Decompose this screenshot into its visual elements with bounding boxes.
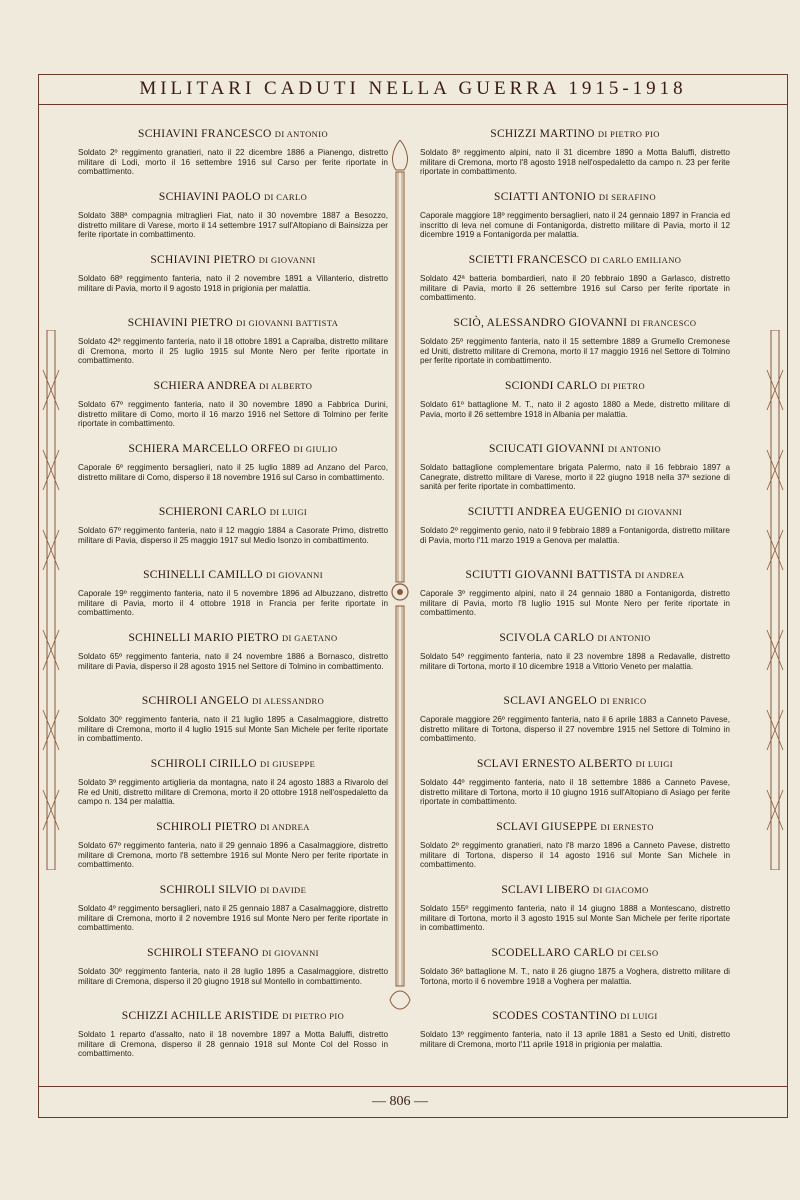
entry-text: Soldato 2º reggimento genio, nato il 9 febbraio 1889 a Fontanigorda, distretto militare di Pavia, morto l'11 marzo 1919 a Genova per malattia.: [420, 526, 730, 545]
entry-name: SCIVOLA CARLO: [499, 632, 595, 644]
entry-text: Soldato 4º reggimento bersaglieri, nato il 25 gennaio 1887 a Casalmaggiore, distretto militare di Cremona, morto il 2 novembre 1916 sul Monte Nero per ferite riportate in combattimento.: [78, 904, 388, 933]
entry-name: SCHIROLI PIETRO: [156, 821, 257, 833]
entry-heading: [420, 884, 730, 896]
entry-text: Soldato 61º battaglione M. T., nato il 2 agosto 1880 a Mede, distretto militare di Pavia, morto il 26 settembre 1918 in Albania per malattia.: [420, 400, 730, 419]
header-divider: [38, 104, 788, 105]
entry: [78, 254, 388, 293]
entry-text: Soldato 30º reggimento fanteria, nato il 21 luglio 1895 a Casalmaggiore, distretto militare di Cremona, morto il 4 luglio 1915 sul Monte San Michele per ferite riportate in combattimento.: [78, 715, 388, 744]
entry-heading: [420, 191, 730, 203]
right-border-ornament-icon: [764, 330, 786, 870]
entry-parent: DI LUIGI: [635, 759, 674, 769]
entry-parent: DI LUIGI: [269, 507, 308, 517]
entry-name: SCIETTI FRANCESCO: [468, 254, 588, 266]
entry: [78, 506, 388, 545]
entry-text: Soldato 3º reggimento artiglieria da montagna, nato il 24 agosto 1883 a Rivarolo del Re ed Uniti, distretto militare di Cremona, morto il 20 ottobre 1918 nell'ospedaletto da campo n. 134 per malattia.: [78, 778, 388, 807]
entry-parent: DI GIULIO: [293, 444, 338, 454]
entry: [78, 569, 388, 618]
entry-parent: DI PIETRO PIO: [282, 1011, 345, 1021]
entry-text: Soldato 67º reggimento fanteria, nato il 30 novembre 1890 a Fabbrica Durini, distretto militare di Como, morto il 16 marzo 1916 nel Settore di Tolmino per ferite riportate in combattimento.: [78, 400, 388, 429]
entry-parent: DI CELSO: [617, 948, 659, 958]
entry-text: Caporale 6º reggimento bersaglieri, nato il 25 luglio 1889 ad Anzano del Parco, distretto militare di Como, disperso il 18 novembre 1916 sul Carso in combattimento.: [78, 463, 388, 482]
entry-heading: [420, 947, 730, 959]
entry-name: SCIÒ, ALESSANDRO GIOVANNI: [453, 317, 628, 329]
entry-name: SCHIERA MARCELLO ORFEO: [128, 443, 291, 455]
entry-name: SCHIZZI ACHILLE ARISTIDE: [121, 1010, 280, 1022]
entry-text: Soldato 8º reggimento alpini, nato il 31 dicembre 1890 a Motta Baluffi, distretto militare di Cremona, morto l'8 agosto 1918 nell'ospedaletto da campo n. 23 per ferite riportate in combattimento.: [420, 148, 730, 177]
entry: [78, 947, 388, 986]
entry-name: SCHIERA ANDREA: [153, 380, 256, 392]
entry: [420, 695, 730, 744]
entry: [78, 632, 388, 671]
entry-text: Soldato 67º reggimento fanteria, nato il 29 gennaio 1896 a Casalmaggiore, distretto militare di Cremona, morto l'8 settembre 1916 sul Monte Nero per ferite riportate in combattimento.: [78, 841, 388, 870]
entry-heading: [78, 254, 388, 266]
entry: [420, 821, 730, 870]
entry-name: SCIUTTI ANDREA EUGENIO: [467, 506, 623, 518]
entry-parent: DI ERNESTO: [600, 822, 654, 832]
entry-parent: DI GIOVANNI: [258, 255, 316, 265]
entry-name: SCIATTI ANTONIO: [494, 191, 596, 203]
entry-heading: [78, 821, 388, 833]
entry-heading: [78, 947, 388, 959]
entry-name: SCHIZZI MARTINO: [490, 128, 595, 140]
entry-heading: [78, 443, 388, 455]
entry: [78, 1010, 388, 1059]
entry: [420, 884, 730, 933]
fasces-ornament-icon: [388, 140, 412, 1020]
entry-name: SCODES COSTANTINO: [492, 1010, 617, 1022]
entry-heading: [420, 317, 730, 329]
entry-heading: [420, 695, 730, 707]
entry-heading: [420, 380, 730, 392]
entry-text: Soldato battaglione complementare brigata Palermo, nato il 16 febbraio 1897 a Canegrate, distretto militare di Varese, morto il 22 giugno 1918 nella 37ª sezione di sanità per ferite riportate in combattimento.: [420, 463, 730, 492]
entry: [420, 758, 730, 807]
entry: [78, 443, 388, 482]
entry-text: Soldato 13º reggimento fanteria, nato il 13 aprile 1881 a Sesto ed Uniti, distretto militare di Cremona, morto l'11 aprile 1918 in prigionia per malattia.: [420, 1030, 730, 1049]
entry-name: SCHIERONI CARLO: [158, 506, 267, 518]
entry-heading: [78, 191, 388, 203]
entry-heading: [78, 317, 388, 329]
entry-text: Soldato 1 reparto d'assalto, nato il 18 novembre 1897 a Motta Baluffi, distretto militare di Cremona, disperso il 28 gennaio 1918 sul Monte Col del Rosso in combattimento.: [78, 1030, 388, 1059]
entry-name: SCHIAVINI PAOLO: [158, 191, 261, 203]
entry: [78, 884, 388, 933]
entry-name: SCHIROLI CIRILLO: [150, 758, 257, 770]
entry-text: Soldato 30º reggimento fanteria, nato il 28 luglio 1895 a Casalmaggiore, distretto militare di Cremona, disperso il 20 giugno 1918 sul Montello in combattimento.: [78, 967, 388, 986]
entry-text: Soldato 2º reggimento granatieri, nato l'8 marzo 1896 a Canneto Pavese, distretto militare di Tortona, disperso il 14 agosto 1916 sul Monte San Michele in combattimento.: [420, 841, 730, 870]
entry: [420, 443, 730, 492]
entry-heading: [78, 695, 388, 707]
entry-parent: DI GIOVANNI: [625, 507, 683, 517]
entry-parent: DI LUIGI: [620, 1011, 658, 1021]
entry-name: SCIUTTI GIOVANNI BATTISTA: [465, 569, 632, 581]
entry: [78, 317, 388, 366]
entry: [420, 254, 730, 303]
entry: [420, 380, 730, 419]
entry-parent: DI GIACOMO: [592, 885, 649, 895]
entry: [78, 191, 388, 240]
entry-parent: DI GIOVANNI: [266, 570, 323, 580]
entry-text: Soldato 54º reggimento fanteria, nato il 23 novembre 1898 a Redavalle, distretto militare di Tortona, morto il 10 dicembre 1918 a Vittorio Veneto per malattia.: [420, 652, 730, 671]
entry-parent: DI DAVIDE: [260, 885, 307, 895]
entry-text: Caporale 3º reggimento alpini, nato il 24 gennaio 1880 a Fontanigorda, distretto militare di Pavia, morto l'8 luglio 1915 sul Monte Nero per ferite riportate in combattimento.: [420, 589, 730, 618]
entry-name: SCIUCATI GIOVANNI: [488, 443, 605, 455]
entry: [78, 821, 388, 870]
entry-parent: DI ALESSANDRO: [252, 696, 325, 706]
entry-heading: [420, 1010, 730, 1022]
entry-text: Soldato 44º reggimento fanteria, nato il 18 settembre 1886 a Canneto Pavese, distretto militare di Tortona, morto il 10 giugno 1916 sull'Altopiano di Asiago per ferite riportate in combattimento.: [420, 778, 730, 807]
entry-name: SCHINELLI CAMILLO: [143, 569, 263, 581]
entry: [420, 947, 730, 986]
entry: [420, 506, 730, 545]
entry-heading: [78, 128, 388, 140]
entry-name: SCLAVI ERNESTO ALBERTO: [476, 758, 633, 770]
entry-heading: [420, 569, 730, 581]
entry-name: SCHIAVINI PIETRO: [127, 317, 233, 329]
entry-parent: DI ALBERTO: [259, 381, 313, 391]
entry-parent: DI ENRICO: [600, 696, 647, 706]
entry-heading: [78, 632, 388, 644]
entry-heading: [78, 758, 388, 770]
entry-name: SCHINELLI MARIO PIETRO: [128, 632, 279, 644]
entry-heading: [78, 569, 388, 581]
entry-text: Caporale maggiore 18º reggimento bersaglieri, nato il 24 gennaio 1897 in Francia ed inscritto di leva nel comune di Fontanigorda, distretto militare di Pavia, morto il 12 dicembre 1919 a Fontanigorda per malattia.: [420, 211, 730, 240]
footer-divider: [38, 1086, 788, 1087]
entry-text: Soldato 36º battaglione M. T., nato il 26 giugno 1875 a Voghera, distretto militare di Tortona, morto il 6 novembre 1918 a Voghera per malattia.: [420, 967, 730, 986]
entry-heading: [420, 758, 730, 770]
entry-name: SCLAVI ANGELO: [503, 695, 597, 707]
entry-text: Soldato 25º reggimento fanteria, nato il 15 settembre 1889 a Grumello Cremonese ed Uniti, distretto militare di Cremona, morto il 17 maggio 1916 nel Settore di Tolmino per ferite riportate in combattimento.: [420, 337, 730, 366]
entry-parent: DI PIETRO: [600, 381, 646, 391]
entry-parent: DI CARLO: [264, 192, 308, 202]
entry-parent: DI SERAFINO: [598, 192, 656, 202]
entry-heading: [420, 632, 730, 644]
entry-text: Soldato 68º reggimento fanteria, nato il 2 novembre 1891 a Villanterio, distretto militare di Pavia, morto il 9 agosto 1918 in prigionia per malattia.: [78, 274, 388, 293]
entry-parent: DI GAETANO: [282, 633, 338, 643]
entry-name: SCLAVI LIBERO: [501, 884, 590, 896]
entry: [78, 380, 388, 429]
entry: [420, 191, 730, 240]
entry-name: SCIONDI CARLO: [504, 380, 598, 392]
entry-parent: DI ANTONIO: [607, 444, 662, 454]
entry: [78, 758, 388, 807]
entry-text: Caporale 19º reggimento fanteria, nato il 5 novembre 1896 ad Albuzzano, distretto militare di Pavia, morto il 4 ottobre 1918 in Francia per ferite riportate in combattimento.: [78, 589, 388, 618]
entry-heading: [420, 254, 730, 266]
entry-text: Soldato 155º reggimento fanteria, nato il 14 giugno 1888 a Montescano, distretto militare di Tortona, morto il 3 agosto 1915 sul Monte San Michele per ferite riportate in combattimento.: [420, 904, 730, 933]
entry-name: SCHIROLI ANGELO: [141, 695, 249, 707]
entry-parent: DI PIETRO PIO: [597, 129, 660, 139]
entry-parent: DI GIOVANNI: [261, 948, 319, 958]
entry-parent: DI GIOVANNI BATTISTA: [236, 318, 339, 328]
entry-parent: DI ANTONIO: [597, 633, 651, 643]
entry-text: Soldato 2º reggimento granatieri, nato il 22 dicembre 1886 a Pianengo, distretto militare di Lodi, morto il 16 settembre 1916 sul Carso per ferite riportate in combattimento.: [78, 148, 388, 177]
entry-heading: [420, 128, 730, 140]
entry: [78, 128, 388, 177]
entry-parent: DI ANDREA: [260, 822, 310, 832]
entry: [420, 569, 730, 618]
entry-heading: [78, 1010, 388, 1022]
entry-name: SCODELLARO CARLO: [491, 947, 615, 959]
page-number: — 806 —: [372, 1094, 428, 1109]
entry-name: SCHIAVINI FRANCESCO: [138, 128, 272, 140]
entry: [420, 1010, 730, 1049]
entry-text: Soldato 65º reggimento fanteria, nato il 24 novembre 1886 a Bornasco, distretto militare di Pavia, disperso il 28 agosto 1915 nel Settore di Tolmino in combattimento.: [78, 652, 388, 671]
entry-text: Caporale maggiore 26º reggimento fanteria, nato il 6 aprile 1883 a Canneto Pavese, distretto militare di Tortona, disperso il 27 novembre 1915 nel Settore di Tolmino in combattimento.: [420, 715, 730, 744]
entry-parent: DI FRANCESCO: [630, 318, 697, 328]
entry-heading: [78, 380, 388, 392]
left-border-ornament-icon: [40, 330, 62, 870]
entry-heading: [420, 821, 730, 833]
entry-text: Soldato 67º reggimento fanteria, nato il 12 maggio 1884 a Casorate Primo, distretto militare di Pavia, disperso il 25 maggio 1917 sul Medio Isonzo in combattimento.: [78, 526, 388, 545]
entry-text: Soldato 42ª batteria bombardieri, nato il 20 febbraio 1890 a Garlasco, distretto militare di Pavia, morto il 26 settembre 1916 sul Carso per ferite riportate in combattimento.: [420, 274, 730, 303]
entry: [78, 695, 388, 744]
entry-heading: [420, 506, 730, 518]
entry-heading: [78, 884, 388, 896]
entry-parent: DI GIUSEPPE: [260, 759, 316, 769]
entry-text: Soldato 42º reggimento fanteria, nato il 18 ottobre 1891 a Capralba, distretto militare di Cremona, morto il 25 luglio 1915 sul Monte Nero per ferite riportate in combattimento.: [78, 337, 388, 366]
entry-name: SCHIAVINI PIETRO: [150, 254, 256, 266]
entry: [420, 317, 730, 366]
entry-parent: DI ANDREA: [634, 570, 685, 580]
entry: [420, 632, 730, 671]
page-title: MILITARI CADUTI NELLA GUERRA 1915-1918: [139, 78, 687, 99]
entry-parent: DI ANTONIO: [274, 129, 328, 139]
entry: [420, 128, 730, 177]
entry-heading: [78, 506, 388, 518]
entry-parent: DI CARLO EMILIANO: [590, 255, 682, 265]
entry-heading: [420, 443, 730, 455]
entry-name: SCHIROLI SILVIO: [159, 884, 257, 896]
entry-text: Soldato 388ª compagnia mitraglieri Fiat, nato il 30 novembre 1887 a Besozzo, distretto militare di Varese, morto il 14 settembre 1917 sull'Altopiano di Bainsizza per ferite riportate in combattimento.: [78, 211, 388, 240]
entry-name: SCHIROLI STEFANO: [147, 947, 259, 959]
entry-name: SCLAVI GIUSEPPE: [496, 821, 598, 833]
